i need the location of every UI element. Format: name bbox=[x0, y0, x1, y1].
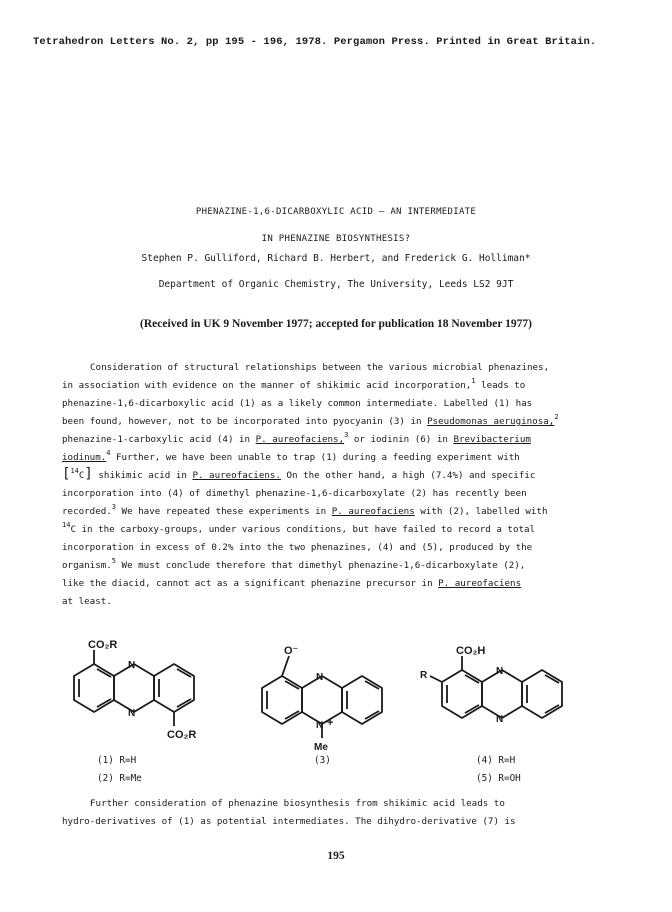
authors: Stephen P. Gulliford, Richard B. Herbert, and Frederick G. Holliman* bbox=[141, 253, 531, 264]
structure-4-nitrogen: N bbox=[496, 714, 504, 725]
text-line: Further consideration of phenazine biosynthesis from shikimic acid leads to bbox=[90, 798, 505, 809]
structure-4-top-group: CO₂H bbox=[456, 645, 486, 657]
reference-marker: 1 bbox=[471, 377, 476, 385]
text-line: organism.$^5$ We must conclude therefore that dimethyl phenazine-1,6-dicarboxylate (2), bbox=[62, 557, 526, 571]
structure-4-nitrogen: N bbox=[496, 666, 504, 677]
journal-citation: Tetrahedron Letters No. 2, pp 195 - 196, 1978. Pergamon Press. Printed in Great Britain. bbox=[33, 36, 597, 48]
species-name: P. aureofaciens bbox=[331, 506, 415, 517]
text-line: [$^{14}$C] shikimic acid in P. aureofaciens. On the other hand, a high (7.4%) and specific bbox=[62, 466, 536, 482]
text-line: incorporation into (4) of dimethyl phenazine-1,6-dicarboxylate (2) has recently been bbox=[62, 488, 527, 499]
received-dates: (Received in UK 9 November 1977; accepted for publication 18 November 1977) bbox=[140, 318, 532, 330]
text-line: like the diacid, cannot act as a significant phenazine precursor in P. aureofaciens bbox=[62, 578, 522, 589]
text-line: incorporation in excess of 0.2% into the two phenazines, (4) and (5), produced by the bbox=[62, 542, 533, 553]
reference-marker: 2 bbox=[554, 413, 559, 421]
text-line: at least. bbox=[62, 596, 112, 607]
structure-3-oxide: O⁻ bbox=[284, 645, 299, 657]
text-line: phenazine-1-carboxylic acid (4) in P. aureofaciens,$^3$ or iodinin (6) in Brevibacterium bbox=[62, 431, 531, 445]
caption-compound-2: (2) R=Me bbox=[97, 773, 142, 784]
affiliation: Department of Organic Chemistry, The University, Leeds LS2 9JT bbox=[158, 279, 514, 290]
structure-3-nitrogen: N bbox=[316, 720, 324, 731]
species-name: P. aureofaciens, bbox=[255, 434, 345, 445]
species-name: P. aureofaciens. bbox=[192, 470, 281, 481]
text-line: Consideration of structural relationships between the various microbial phenazines, bbox=[90, 362, 550, 373]
chemical-structures bbox=[0, 630, 672, 760]
reference-marker: 3 bbox=[111, 503, 117, 511]
caption-compound-4: (4) R=H bbox=[476, 755, 516, 766]
structure-1-bottom-group: CO₂R bbox=[167, 729, 197, 741]
structure-3-methyl: Me bbox=[314, 742, 328, 753]
reference-marker: 5 bbox=[111, 557, 117, 565]
text-line: hydro-derivatives of (1) as potential intermediates. The dihydro-derivative (7) is bbox=[62, 816, 516, 827]
structure-1-top-group: CO₂R bbox=[88, 639, 118, 651]
species-name: Pseudomonas aeruginosa, bbox=[427, 416, 555, 427]
species-name: P. aureofaciens bbox=[438, 578, 522, 589]
structure-3-nitrogen: N bbox=[316, 672, 324, 683]
reference-marker: 3 bbox=[344, 431, 349, 439]
structure-3-charge: + bbox=[327, 717, 334, 729]
caption-compound-5: (5) R=OH bbox=[476, 773, 521, 784]
structure-1-nitrogen: N bbox=[128, 660, 136, 671]
article-title-line-1: PHENAZINE-1,6-DICARBOXYLIC ACID — AN INTERMEDIATE bbox=[195, 207, 477, 217]
page-number: 195 bbox=[327, 850, 345, 862]
text-line: iodinum.$^4$ Further, we have been unable to trap (1) during a feeding experiment with bbox=[62, 449, 520, 463]
species-name: Brevibacterium bbox=[453, 434, 531, 445]
species-name: iodinum. bbox=[62, 452, 107, 463]
text-line: recorded.$^3$ We have repeated these experiments in P. aureofaciens with (2), labelled with bbox=[62, 503, 548, 517]
text-line: in association with evidence on the manner of shikimic acid incorporation,$^1$ leads to bbox=[62, 377, 526, 391]
reference-marker: 4 bbox=[106, 449, 111, 457]
structure-1-nitrogen: N bbox=[128, 708, 136, 719]
text-line: phenazine-1,6-dicarboxylic acid (1) as a likely common intermediate. Labelled (1) has bbox=[62, 398, 533, 409]
structure-4-side-group: R bbox=[420, 670, 428, 681]
article-title-line-2: IN PHENAZINE BIOSYNTHESIS? bbox=[261, 234, 411, 244]
caption-compound-1: (1) R=H bbox=[97, 755, 137, 766]
text-line: been found, however, not to be incorporated into pyocyanin (3) in Pseudomonas aeruginosa,$^2$ bbox=[62, 413, 559, 427]
text-line: $^{14}$C in the carboxy-groups, under various conditions, but have failed to record a total bbox=[62, 521, 536, 535]
caption-compound-3: (3) bbox=[314, 755, 331, 766]
